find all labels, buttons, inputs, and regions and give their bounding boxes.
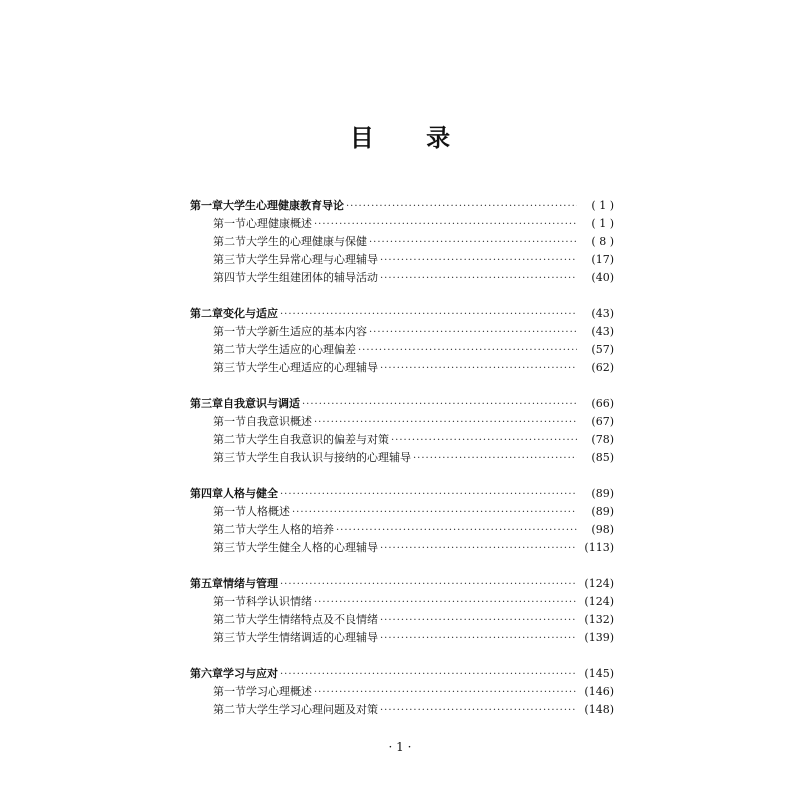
chapter-entry-page: (89) [591, 487, 614, 500]
section-entry[interactable] [190, 683, 614, 701]
chapter-entry-page: (145) [584, 667, 614, 680]
dot-leader [314, 594, 577, 612]
section-entry-title: 科学认识情绪 [246, 595, 312, 608]
section-entry[interactable] [190, 251, 614, 269]
dot-leader [380, 252, 577, 270]
section-entry-number: 第三节 [213, 361, 246, 374]
chapter-entry-title: 情绪与管理 [223, 577, 278, 590]
dot-leader [336, 522, 577, 540]
section-entry-page: (57) [591, 343, 614, 356]
dot-leader [391, 432, 577, 450]
section-entry-number: 第二节 [213, 235, 246, 248]
section-entry[interactable] [190, 233, 614, 251]
section-entry-title: 大学新生适应的基本内容 [246, 325, 367, 338]
section-entry-page: ( 8 ) [591, 235, 614, 248]
section-entry-number: 第一节 [213, 595, 246, 608]
section-entry-title: 大学生自我意识的偏差与对策 [246, 433, 389, 446]
section-entry-title: 大学生自我认识与接纳的心理辅导 [246, 451, 411, 464]
section-entry[interactable] [190, 431, 614, 449]
section-entry[interactable] [190, 539, 614, 557]
dot-leader [346, 198, 577, 216]
section-entry-page: (89) [591, 505, 614, 518]
section-entry-number: 第一节 [213, 505, 246, 518]
section-entry[interactable] [190, 269, 614, 287]
chapter-entry-page: (66) [591, 397, 614, 410]
chapter-entry-title: 变化与适应 [223, 307, 278, 320]
dot-leader [380, 360, 577, 378]
section-entry-title: 人格概述 [246, 505, 290, 518]
section-entry-page: (17) [591, 253, 614, 266]
section-entry[interactable] [190, 341, 614, 359]
section-entry-title: 大学生人格的培养 [246, 523, 334, 536]
section-entry-number: 第二节 [213, 433, 246, 446]
chapter-entry-page: ( 1 ) [591, 199, 614, 212]
section-entry[interactable] [190, 593, 614, 611]
section-entry-page: ( 1 ) [591, 217, 614, 230]
chapter-entry[interactable] [190, 305, 614, 323]
chapter-entry-number: 第二章 [190, 307, 223, 320]
section-entry[interactable] [190, 701, 614, 719]
dot-leader [380, 630, 577, 648]
section-entry-title: 大学生情绪调适的心理辅导 [246, 631, 378, 644]
section-entry-number: 第三节 [213, 451, 246, 464]
chapter-block [190, 485, 614, 557]
section-entry-page: (124) [584, 595, 614, 608]
section-entry-page: (78) [591, 433, 614, 446]
section-entry-page: (113) [584, 541, 614, 554]
table-of-contents [190, 197, 614, 737]
dot-leader [369, 234, 577, 252]
chapter-entry-number: 第四章 [190, 487, 223, 500]
chapter-block [190, 197, 614, 287]
dot-leader [358, 342, 577, 360]
chapter-entry[interactable] [190, 395, 614, 413]
page-title: 目 录 [349, 123, 473, 152]
dot-leader [314, 216, 577, 234]
section-entry[interactable] [190, 611, 614, 629]
section-entry[interactable] [190, 521, 614, 539]
chapter-entry-page: (43) [591, 307, 614, 320]
section-entry-page: (67) [591, 415, 614, 428]
dot-leader [380, 270, 577, 288]
dot-leader [314, 684, 577, 702]
section-entry-page: (139) [584, 631, 614, 644]
dot-leader [380, 540, 577, 558]
chapter-entry-number: 第一章 [190, 199, 223, 212]
dot-leader [292, 504, 577, 522]
chapter-block [190, 665, 614, 719]
chapter-entry-page: (124) [584, 577, 614, 590]
section-entry-title: 自我意识概述 [246, 415, 312, 428]
section-entry-title: 大学生健全人格的心理辅导 [246, 541, 378, 554]
section-entry-number: 第一节 [213, 685, 246, 698]
section-entry-page: (132) [584, 613, 614, 626]
section-entry-number: 第三节 [213, 541, 246, 554]
section-entry-page: (40) [591, 271, 614, 284]
chapter-entry-title: 学习与应对 [223, 667, 278, 680]
section-entry-page: (85) [591, 451, 614, 464]
dot-leader [280, 486, 577, 504]
section-entry-number: 第二节 [213, 523, 246, 536]
section-entry-title: 大学生情绪特点及不良情绪 [246, 613, 378, 626]
section-entry-number: 第二节 [213, 703, 246, 716]
section-entry-number: 第三节 [213, 631, 246, 644]
dot-leader [413, 450, 577, 468]
chapter-entry[interactable] [190, 665, 614, 683]
chapter-block [190, 575, 614, 647]
chapter-block [190, 395, 614, 467]
section-entry-title: 大学生心理适应的心理辅导 [246, 361, 378, 374]
page-number: · 1 · [388, 740, 412, 754]
section-entry-page: (43) [591, 325, 614, 338]
chapter-entry[interactable] [190, 197, 614, 215]
section-entry-number: 第三节 [213, 253, 246, 266]
section-entry[interactable] [190, 323, 614, 341]
dot-leader [369, 324, 577, 342]
chapter-entry[interactable] [190, 485, 614, 503]
dot-leader [302, 396, 577, 414]
section-entry[interactable] [190, 413, 614, 431]
dot-leader [380, 612, 577, 630]
section-entry-page: (146) [584, 685, 614, 698]
section-entry-title: 大学生学习心理问题及对策 [246, 703, 378, 716]
section-entry-page: (98) [591, 523, 614, 536]
section-entry-page: (148) [584, 703, 614, 716]
section-entry[interactable] [190, 215, 614, 233]
section-entry[interactable] [190, 629, 614, 647]
section-entry-title: 学习心理概述 [246, 685, 312, 698]
dot-leader [314, 414, 577, 432]
section-entry[interactable] [190, 359, 614, 377]
section-entry-title: 大学生适应的心理偏差 [246, 343, 356, 356]
section-entry-page: (62) [591, 361, 614, 374]
chapter-block [190, 305, 614, 377]
chapter-entry-number: 第三章 [190, 397, 223, 410]
dot-leader [280, 576, 577, 594]
section-entry-number: 第二节 [213, 613, 246, 626]
section-entry[interactable] [190, 449, 614, 467]
section-entry-number: 第四节 [213, 271, 246, 284]
section-entry-number: 第二节 [213, 343, 246, 356]
section-entry-title: 大学生异常心理与心理辅导 [246, 253, 378, 266]
dot-leader [380, 702, 577, 720]
dot-leader [280, 306, 577, 324]
chapter-entry-title: 自我意识与调适 [223, 397, 300, 410]
chapter-entry[interactable] [190, 575, 614, 593]
section-entry[interactable] [190, 503, 614, 521]
dot-leader [280, 666, 577, 684]
section-entry-title: 大学生组建团体的辅导活动 [246, 271, 378, 284]
chapter-entry-title: 人格与健全 [223, 487, 278, 500]
section-entry-number: 第一节 [213, 415, 246, 428]
section-entry-number: 第一节 [213, 325, 246, 338]
chapter-entry-number: 第六章 [190, 667, 223, 680]
section-entry-title: 心理健康概述 [246, 217, 312, 230]
chapter-entry-number: 第五章 [190, 577, 223, 590]
section-entry-title: 大学生的心理健康与保健 [246, 235, 367, 248]
chapter-entry-title: 大学生心理健康教育导论 [223, 199, 344, 212]
section-entry-number: 第一节 [213, 217, 246, 230]
